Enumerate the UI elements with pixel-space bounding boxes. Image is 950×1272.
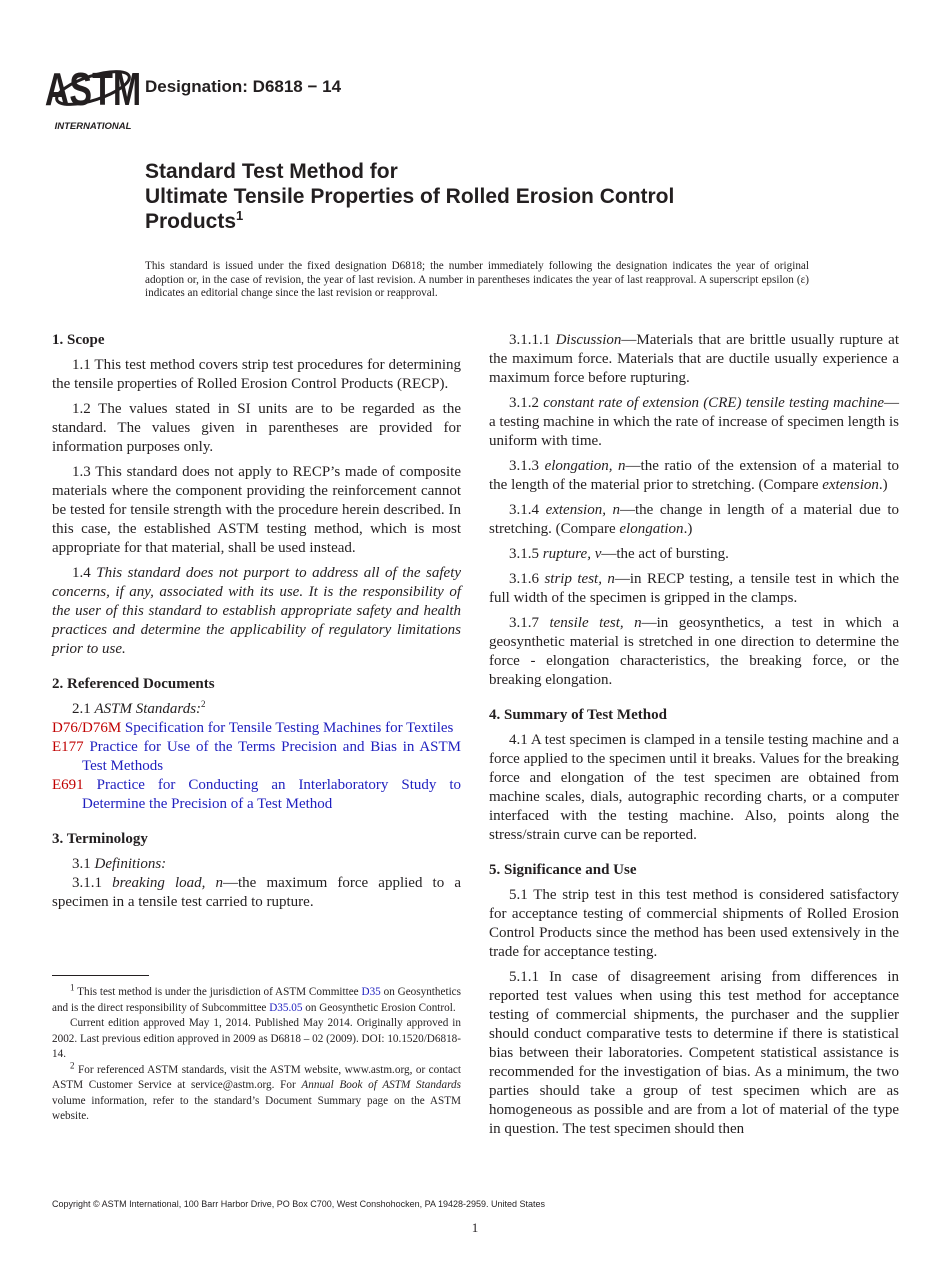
svg-text:INTERNATIONAL: INTERNATIONAL [54,121,132,132]
reference-item[interactable]: D76/D76M Specification for Tensile Testing Machines for Textiles [52,720,454,736]
section-heading: 4. Summary of Test Method [489,707,667,723]
paragraph: 3.1.3 elongation, n—the ratio of the extension of a material to the length of the material prior to stretching. (Compare extension.) [489,458,899,493]
astm-logo [44,58,142,132]
footnote: $^1$ This test method is under the jurisdiction of ASTM Committee D35 on Geosynthetics and is the direct responsibility of Subcommittee D35.05 on Geosynthetic Erosion Control. [52,982,461,1014]
committee-link[interactable]: D35 [361,986,381,998]
document-title: Standard Test Method for Ultimate Tensile Properties of Rolled Erosion Control Products$^1$ [145,160,675,233]
svg-text:ASTM: ASTM [44,63,142,116]
right-column [489,331,899,1145]
paragraph: 3.1.7 tensile test, n—in geosynthetics, a test in which a geosynthetic material is stretched in one direction to determine the force - elongation characteristics, the breaking force, or the breaking elongation. [489,615,899,688]
paragraph: 3.1 Definitions: [72,856,167,872]
paragraph: 3.1.2 constant rate of extension (CRE) tensile testing machine—a testing machine in which the rate of increase of specimen length is uniform with time. [489,395,899,449]
paragraph: 3.1.1.1 Discussion—Materials that are brittle usually rupture at the maximum force. Materials that are ductile usually experience a maximum force before rupturing. [489,332,899,386]
paragraph: 3.1.4 extension, n—the change in length of a material due to stretching. (Compare elongation.) [489,502,900,537]
subcommittee-link[interactable]: D35.05 [269,1001,303,1014]
paragraph: 3.1.1 breaking load, n—the maximum force applied to a specimen in a tensile test carried to rupture. [52,875,461,910]
section-heading: 1. Scope [52,332,105,348]
left-column [52,331,461,918]
paragraph: 3.1.6 strip test, n—in RECP testing, a tensile test in which the full width of the specimen is gripped in the clamps. [489,571,900,606]
paragraph: 3.1.5 rupture, v—the act of bursting. [509,546,729,562]
paragraph: 5.1.1 In case of disagreement arising from differences in reported test values when using this test method for acceptance testing of commercial shipments, the purchaser and the supplier should conduct comparative tests to determine if there is statistical bias between their laboratories. Competent statistical assistance is recommended for the investigation of bias. As a minimum, the two parties should take a group of test specimen which are as homogeneous as possible and are from a lot of material of the type in question. The test specimen should then [489,969,899,1137]
footnote: Current edition approved May 1, 2014. Published May 2014. Originally approved in 2002. Last previous edition approved in 2009 as D6818 – 02 (2009). DOI: 10.1520/D6818-14. [52,1017,461,1060]
paragraph: 1.2 The values stated in SI units are to be regarded as the standard. The values given in parentheses are provided for information purposes only. [52,401,461,455]
footnote-divider [52,975,149,976]
footnote: $^2$ For referenced ASTM standards, visit the ASTM website, www.astm.org, or contact ASTM Customer Service at service@astm.org. For Annual Book of ASTM Standards volume information, refer to the standard’s Document Summary page on the ASTM website. [52,1059,461,1122]
paragraph: 1.1 This test method covers strip test procedures for determining the tensile properties of Rolled Erosion Control Products (RECP). [52,357,461,392]
section-heading: 2. Referenced Documents [52,676,215,692]
abstract: This standard is issued under the fixed designation D6818; the number immediately following the designation indicates the year of original adoption or, in the case of revision, the year of last revision. A number in parentheses indicates the year of last reapproval. A superscript epsilon (ε) indicates an editorial change since the last revision or reapproval. [145,260,809,300]
section-heading: 3. Terminology [52,831,148,847]
reference-item[interactable]: E177 Practice for Use of the Terms Precision and Bias in ASTM Test Methods [52,739,462,774]
reference-item[interactable]: E691 Practice for Conducting an Interlaboratory Study to Determine the Precision of a Test Method [52,777,461,812]
paragraph: 5.1 The strip test in this test method is considered satisfactory for acceptance testing of commercial shipments of Rolled Erosion Control Products since the method has been used extensively in the trade for acceptance testing. [489,887,899,960]
footnotes [52,982,461,1125]
footnote-ref: 1 [236,208,244,223]
paragraph: 2.1 ASTM Standards:$^2$ [72,699,206,717]
paragraph: 4.1 A test specimen is clamped in a tensile testing machine and a force applied to the specimen until it breaks. Values for the breaking force and elongation of the test specimen are obtained from machine scales, dials, autographic recording charts, or a computer interfaced with the testing machine. Also, points along the stress/strain curve can be reported. [489,732,899,843]
paragraph: 1.4 This standard does not purport to address all of the safety concerns, if any, associated with its use. It is the responsibility of the user of this standard to establish appropriate safety and health practices and determine the applicability of regulatory limitations prior to use. [52,565,462,657]
page-number: 1 [471,1220,479,1235]
paragraph: 1.3 This standard does not apply to RECP’s made of composite materials where the component providing the reinforcement cannot be tested for tensile strength with the procedure herein described. In this case, the established ASTM testing method, which is most appropriate for that material, shall be used instead. [52,464,461,556]
copyright: Copyright © ASTM International, 100 Barr Harbor Drive, PO Box C700, West Conshohocken, PA 19428-2959. United States [52,1199,546,1209]
section-heading: 5. Significance and Use [489,862,637,878]
designation: Designation: D6818 − 14 [145,77,342,96]
